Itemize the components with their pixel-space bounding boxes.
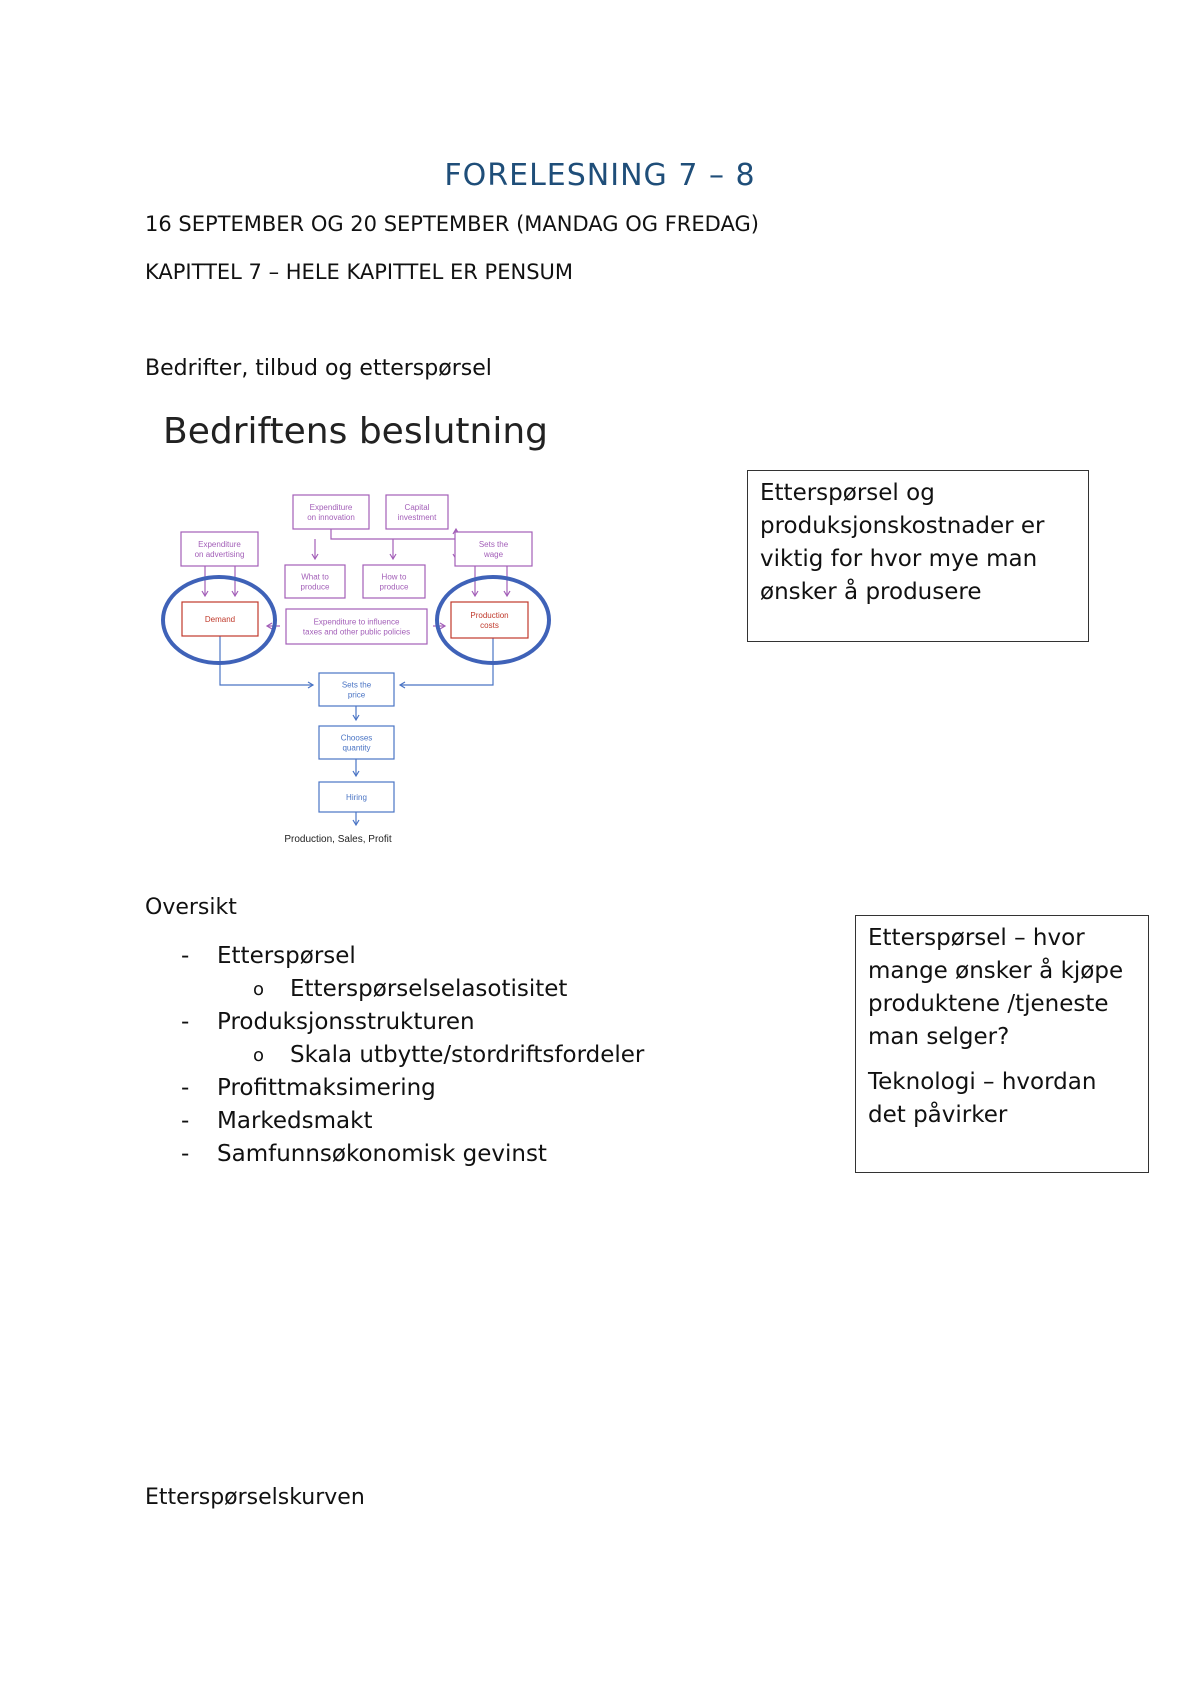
overview-item bbox=[145, 940, 745, 973]
chapter-line: KAPITTEL 7 – HELE KAPITTEL ER PENSUM bbox=[145, 260, 574, 284]
note-text-demand: Etterspørsel – hvor mange ønsker å kjøpe produktene /tjeneste man selger? bbox=[868, 925, 1124, 1050]
diagram-node-hiring bbox=[319, 782, 394, 812]
bullet-marker: - bbox=[181, 1108, 190, 1134]
overview-item-text: Skala utbytte/stordriftsfordeler bbox=[290, 1042, 645, 1068]
diagram-node-label: produce bbox=[300, 582, 330, 592]
diagram-node-label: price bbox=[347, 690, 366, 700]
bullet-marker: o bbox=[253, 1045, 265, 1066]
diagram-node-what bbox=[285, 565, 345, 598]
section-heading-overview: Oversikt bbox=[145, 895, 237, 920]
bullet-marker: - bbox=[181, 1075, 190, 1101]
firm-decision-diagram bbox=[145, 405, 565, 850]
bullet-marker: - bbox=[181, 943, 190, 969]
diagram-node-label: Production bbox=[470, 611, 509, 620]
diagram-node-label: Demand bbox=[204, 615, 236, 624]
diagram-node-quantity bbox=[319, 726, 394, 759]
diagram-node-how bbox=[363, 565, 425, 598]
diagram-node-price bbox=[319, 673, 394, 706]
overview-item bbox=[145, 1138, 745, 1171]
diagram-node-label: Expenditure to influence bbox=[313, 617, 400, 627]
diagram-node-label: Expenditure bbox=[309, 503, 353, 512]
diagram-node-wage bbox=[455, 532, 532, 566]
dates-line: 16 SEPTEMBER OG 20 SEPTEMBER (MANDAG OG FREDAG) bbox=[145, 212, 759, 236]
diagram-node-label: What to bbox=[301, 572, 329, 582]
diagram-node-label: taxes and other public policies bbox=[302, 627, 411, 637]
diagram-footer: Production, Sales, Profit bbox=[284, 834, 392, 845]
overview-item bbox=[145, 1072, 745, 1105]
diagram-node-label: costs bbox=[480, 621, 499, 630]
overview-item-text: Etterspørselselasotisitet bbox=[290, 976, 568, 1002]
overview-item bbox=[145, 1105, 745, 1138]
page-title: FORELESNING 7 – 8 bbox=[444, 158, 756, 193]
diagram-node-label: produce bbox=[379, 582, 409, 592]
diagram-node-policies bbox=[286, 609, 427, 644]
overview-item-text: Etterspørsel bbox=[217, 943, 356, 969]
diagram-node-label: on advertising bbox=[194, 550, 245, 559]
bullet-marker: - bbox=[181, 1009, 190, 1035]
diagram-node-label: wage bbox=[483, 550, 504, 559]
diagram-node-label: on innovation bbox=[307, 513, 355, 522]
diagram-node-demand bbox=[182, 602, 258, 636]
note-text-demand-costs: Etterspørsel og produksjonskostnader er viktig for hvor mye man ønsker å produsere bbox=[760, 480, 1045, 605]
diagram-node-label: How to bbox=[381, 572, 407, 582]
diagram-node-advertising bbox=[181, 532, 258, 566]
overview-item-text: Profittmaksimering bbox=[217, 1075, 436, 1101]
note-box-demand-technology bbox=[855, 915, 1149, 1173]
overview-item bbox=[145, 1006, 745, 1039]
diagram-node-label: Sets the bbox=[341, 680, 372, 690]
diagram-node-label: Sets the bbox=[478, 540, 509, 549]
diagram-node-costs bbox=[451, 602, 528, 638]
overview-item bbox=[145, 1039, 745, 1072]
overview-item-text: Markedsmakt bbox=[217, 1108, 373, 1134]
bullet-marker: - bbox=[181, 1141, 190, 1167]
diagram-node-capital bbox=[386, 495, 448, 529]
diagram-node-label: Hiring bbox=[346, 793, 367, 802]
bullet-marker: o bbox=[253, 979, 265, 1000]
section-heading-demand-curve: Etterspørselskurven bbox=[145, 1485, 365, 1510]
diagram-node-label: Capital bbox=[404, 503, 430, 512]
note-text-technology: Teknologi – hvordan det påvirker bbox=[868, 1069, 1097, 1128]
section-heading-firms: Bedrifter, tilbud og etterspørsel bbox=[145, 356, 492, 381]
diagram-node-label: Chooses bbox=[340, 733, 373, 743]
diagram-node-label: investment bbox=[397, 513, 437, 522]
overview-item bbox=[145, 973, 745, 1006]
note-box-demand-costs bbox=[747, 470, 1089, 642]
diagram-node-label: Expenditure bbox=[198, 540, 241, 549]
diagram-arrow-line bbox=[331, 529, 456, 539]
diagram-node-label: quantity bbox=[342, 743, 371, 753]
overview-list bbox=[145, 940, 745, 1171]
diagram-node-innovation bbox=[293, 495, 369, 529]
overview-item-text: Samfunnsøkonomisk gevinst bbox=[217, 1141, 547, 1167]
overview-item-text: Produksjonsstrukturen bbox=[217, 1009, 475, 1035]
diagram-title: Bedriftens beslutning bbox=[163, 411, 548, 452]
